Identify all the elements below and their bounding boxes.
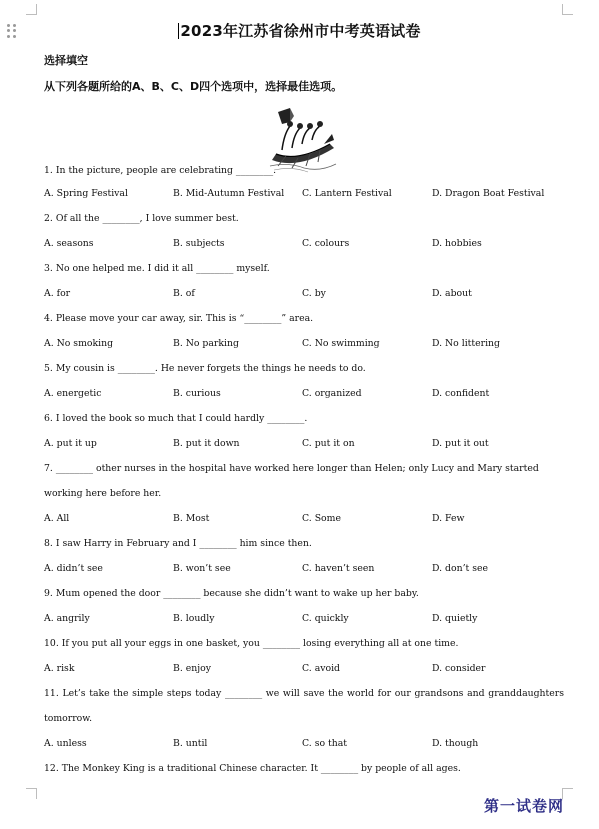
page-title: 2023年江苏省徐州市中考英语试卷 [180, 22, 421, 40]
answer-option-d: D. hobbies [432, 238, 482, 249]
answer-option-c: C. No swimming [302, 338, 380, 349]
answer-option-c: C. haven’t seen [302, 563, 375, 574]
answer-option-c: C. so that [302, 738, 348, 749]
question-stem: 10. If you put all your eggs in one basket, you ________ losing everything all at one time. [44, 638, 459, 649]
instruction-text: 从下列各题所给的A、B、C、D四个选项中，选择最佳选项。 [44, 80, 343, 93]
answer-option-a: A. Spring Festival [44, 188, 128, 199]
answer-option-c: C. by [302, 288, 326, 299]
answer-option-b: B. loudly [173, 613, 215, 624]
answer-option-c: C. Lantern Festival [302, 188, 392, 199]
question-stem: 12. The Monkey King is a traditional Chinese character. It ________ by people of all ages. [44, 763, 461, 774]
question-stem: 3. No one helped me. I did it all ________ myself. [44, 263, 270, 274]
answer-option-b: B. of [173, 288, 195, 299]
answer-option-c: C. colours [302, 238, 350, 249]
answer-option-a: A. All [44, 513, 70, 524]
answer-option-a: A. for [44, 288, 71, 299]
answer-option-d: D. Few [432, 513, 465, 524]
answer-option-d: D. consider [432, 663, 486, 674]
section-heading: 选择填空 [44, 54, 88, 67]
question-stem: 8. I saw Harry in February and I ________ him since then. [44, 538, 312, 549]
answer-option-d: D. about [432, 288, 472, 299]
answer-option-b: B. No parking [173, 338, 239, 349]
answer-option-c: C. put it on [302, 438, 355, 449]
answer-option-b: B. subjects [173, 238, 225, 249]
answer-option-a: A. No smoking [44, 338, 114, 349]
answer-option-c: C. quickly [302, 613, 349, 624]
answer-option-d: D. put it out [432, 438, 489, 449]
answer-option-c: C. Some [302, 513, 341, 524]
dragon-boat-illustration [268, 104, 338, 174]
question-stem: 5. My cousin is ________. He never forgets the things he needs to do. [44, 363, 366, 374]
answer-option-d: D. quietly [432, 613, 478, 624]
page-corner-mark [26, 788, 37, 799]
answer-option-a: A. angrily [44, 613, 90, 624]
answer-option-b: B. put it down [173, 438, 240, 449]
answer-option-a: A. unless [44, 738, 87, 749]
question-stem: 7. ________ other nurses in the hospital have worked here longer than Helen; only Lucy and Mary started working here before her. [44, 463, 539, 499]
answer-option-d: D. though [432, 738, 479, 749]
answer-option-b: B. until [173, 738, 208, 749]
answer-option-a: A. energetic [44, 388, 102, 399]
answer-option-c: C. avoid [302, 663, 341, 674]
answer-option-c: C. organized [302, 388, 362, 399]
question-stem: 6. I loved the book so much that I could hardly ________. [44, 413, 308, 424]
watermark-logo: 第一试卷网 [484, 797, 565, 815]
answer-option-a: A. risk [44, 663, 75, 674]
answer-option-d: D. confident [432, 388, 490, 399]
answer-option-b: B. curious [173, 388, 221, 399]
answer-option-b: B. Mid-Autumn Festival [173, 188, 285, 199]
answer-option-b: B. Most [173, 513, 210, 524]
answer-option-a: A. seasons [44, 238, 94, 249]
answer-option-b: B. won’t see [173, 563, 231, 574]
answer-option-a: A. put it up [44, 438, 97, 449]
question-stem: 4. Please move your car away, sir. This is “________” area. [44, 313, 314, 324]
question-stem: 1. In the picture, people are celebrating ________. [44, 165, 277, 176]
page-corner-mark [562, 4, 573, 15]
question-stem: 2. Of all the ________, I love summer best. [44, 213, 239, 224]
question-stem: 11. Let’s take the simple steps today ________ we will save the world for our grandsons and granddaughters tomorrow. [44, 688, 564, 724]
answer-option-d: D. don’t see [432, 563, 488, 574]
answer-option-a: A. didn’t see [44, 563, 103, 574]
answer-option-d: D. Dragon Boat Festival [432, 188, 545, 199]
answer-option-d: D. No littering [432, 338, 500, 349]
question-stem: 9. Mum opened the door ________ because she didn’t want to wake up her baby. [44, 588, 419, 599]
answer-option-b: B. enjoy [173, 663, 211, 674]
page-corner-mark [26, 4, 37, 15]
